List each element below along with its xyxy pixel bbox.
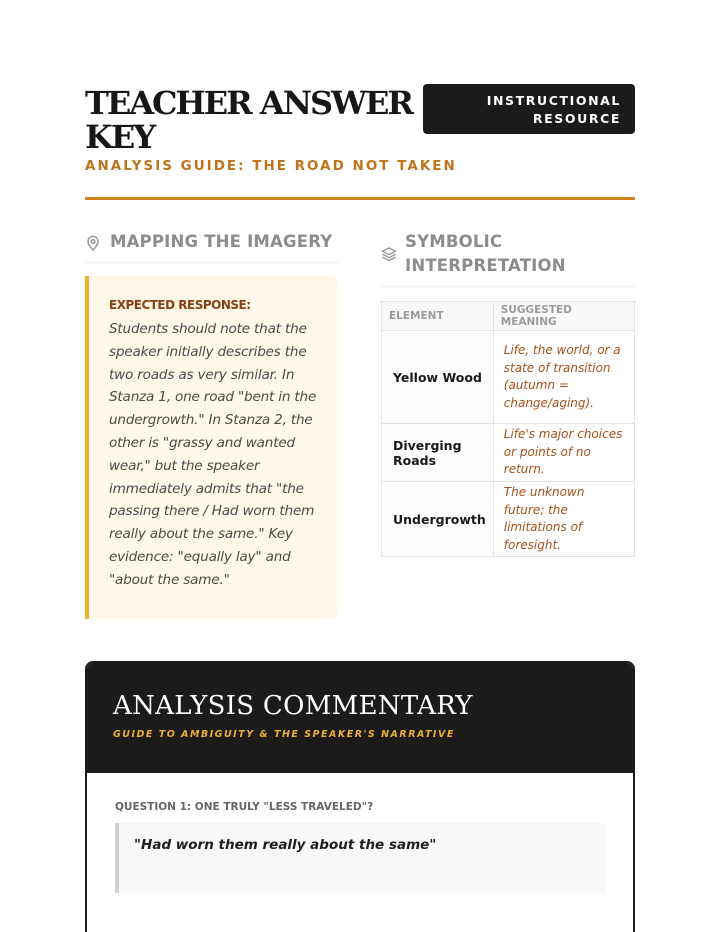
layers-icon xyxy=(381,245,397,269)
symbolic-heading xyxy=(381,230,566,278)
table-row xyxy=(382,331,635,424)
column-header-meaning: SUGGESTED MEANING xyxy=(493,302,634,331)
meaning-cell: Life's major choices or points of no return. xyxy=(493,424,634,482)
table-header-row xyxy=(382,302,635,331)
imagery-heading-underline xyxy=(85,262,338,263)
symbolism-table xyxy=(381,301,635,557)
page-subtitle: ANALYSIS GUIDE: THE ROAD NOT TAKEN xyxy=(85,158,457,174)
table-row xyxy=(382,424,635,482)
page-title: TEACHER ANSWER KEY xyxy=(85,84,412,156)
analysis-commentary-card xyxy=(85,661,635,932)
resource-badge xyxy=(423,84,635,134)
symbolic-heading-underline xyxy=(381,286,635,287)
table-row xyxy=(382,482,635,557)
commentary-title: ANALYSIS COMMENTARY xyxy=(113,691,473,721)
expected-response-label: EXPECTED RESPONSE: xyxy=(109,298,251,312)
imagery-heading-text: MAPPING THE IMAGERY xyxy=(110,232,333,251)
column-header-element: ELEMENT xyxy=(382,302,494,331)
meaning-cell: Life, the world, or a state of transition (autumn = change/aging). xyxy=(493,331,634,424)
element-cell: Undergrowth xyxy=(382,482,494,557)
badge-line-1: INSTRUCTIONAL xyxy=(486,93,621,108)
meaning-cell: The unknown future; the limitations of foresight. xyxy=(493,482,634,557)
element-cell: Diverging Roads xyxy=(382,424,494,482)
commentary-subtitle: GUIDE TO AMBIGUITY & THE SPEAKER'S NARRATIVE xyxy=(113,729,455,740)
header-divider xyxy=(85,197,635,200)
symbolic-heading-line-2: INTERPRETATION xyxy=(405,256,566,275)
element-cell: Yellow Wood xyxy=(382,331,494,424)
question-label: QUESTION 1: ONE TRULY "LESS TRAVELED"? xyxy=(115,801,374,813)
expected-response-text: Students should note that the speaker initially describes the two roads as very similar. In Stanza 1, one road "bent in the undergrowth." In Stanza 2, the other is "grassy and wanted wear," but the speaker immediately admits that "the passing there / Had worn them really about the same." Key evidence: "equally lay" and "about the same." xyxy=(109,321,317,588)
commentary-header xyxy=(87,663,633,773)
expected-response-box xyxy=(85,276,338,619)
quote-block: "Had worn them really about the same" xyxy=(115,823,605,893)
map-pin-icon xyxy=(85,234,101,258)
imagery-heading xyxy=(85,230,332,254)
badge-line-2: RESOURCE xyxy=(532,111,621,126)
symbolic-heading-line-1: SYMBOLIC xyxy=(405,232,503,251)
